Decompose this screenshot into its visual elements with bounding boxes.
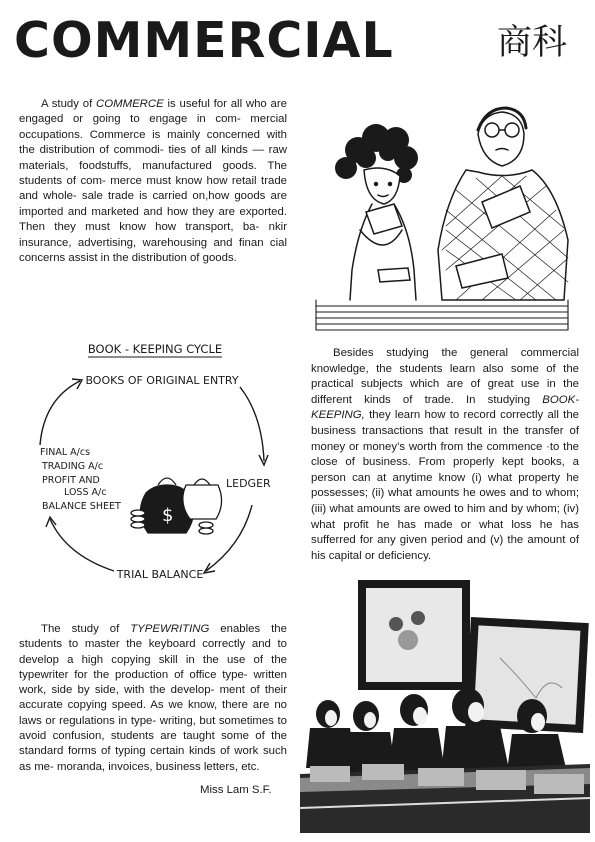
typewriting-text-1: The study of: [41, 623, 131, 635]
bookkeeping-text-1: Besides studying the general commercial knowledge, the students learn also some of the practical subjects which are of great use in the different kinds of trade. In studying: [311, 347, 579, 406]
author-signature: Miss Lam S.F.: [200, 784, 272, 796]
arrow-bottom-to-left: [50, 519, 114, 571]
typewriting-emphasis: TYPEWRITING: [130, 623, 210, 635]
money-bags-icon: [131, 478, 222, 534]
bookkeeping-text-2: they learn how to record correctly all the business transactions that result in the transfer of money or money’s worth from the commence ·to the close of business. From properly kept books, a person can at anytime know (i) what property he possesses; (ii) what amounts he owes and to whom; (iii) what amounts are owed to him and by whom; (iv) what profit he has made or what loss he has sufferred for any given period and (v) the amount of his capital or deficiency.: [311, 409, 579, 562]
cycle-item-balance-sheet: BALANCE SHEET: [42, 501, 121, 512]
bookkeeping-paragraph: [311, 346, 579, 564]
commerce-emphasis: COMMERCE: [96, 98, 164, 110]
bookkeeping-cycle-diagram: [30, 335, 280, 585]
students-illustration: [306, 100, 576, 335]
typewriting-text-2: enables the students to master the keyboard correctly and to develop a high copying skill in the use of the typewriter for the production of office type- written work, side by side, with the develop- ment of their accurate copying speed. As we know, there are no laws or regulations in type- writing, but sometimes to avoid confusion, students are taught some of the standard forms of typing certain kinds of work such as me- moranda, invoices, business letters, etc.: [19, 623, 287, 773]
arrow-top-to-right: [240, 387, 264, 461]
commerce-paragraph: [19, 97, 287, 266]
typewriting-paragraph: [19, 622, 287, 775]
cycle-node-final-accounts: FINAL A/cs: [40, 447, 91, 458]
cycle-title: BOOK - KEEPING CYCLE: [87, 342, 223, 356]
cycle-node-ledger: LEDGER: [226, 477, 271, 490]
arrow-left-to-top: [40, 381, 80, 445]
cycle-node-trial-balance: TRIAL BALANCE: [116, 568, 204, 581]
page-title: COMMERCIAL: [14, 12, 394, 69]
cycle-item-profit-and: PROFIT AND: [42, 475, 100, 486]
page-title-chinese: 商科: [497, 23, 568, 63]
cycle-item-trading: TRADING A/c: [42, 461, 104, 472]
commerce-text-2: is useful for all who are engaged or going to engage in com- mercial occupations. Commerce is mainly concerned with the distribution of commodi- ties of all kinds — raw materials, foodstuffs, manufactured goods. The students of com- merce must know how retail trade and whole- sale trade is carried on,how goods are imported and marketed and how they are exported. Then they must know how transport, ba- nkir insurance, advertising, warehousing and finan cial concerns assist in the distribution of goods.: [19, 98, 287, 265]
cycle-node-books-of-original-entry: BOOKS OF ORIGINAL ENTRY: [85, 374, 239, 387]
typing-class-photo: [300, 578, 590, 833]
bookkeeping-emphasis: BOOK- KEEPING,: [311, 393, 579, 422]
cycle-item-loss: LOSS A/c: [64, 487, 107, 498]
commerce-text-1: A study of: [41, 98, 96, 110]
svg-text:$: $: [162, 505, 174, 526]
